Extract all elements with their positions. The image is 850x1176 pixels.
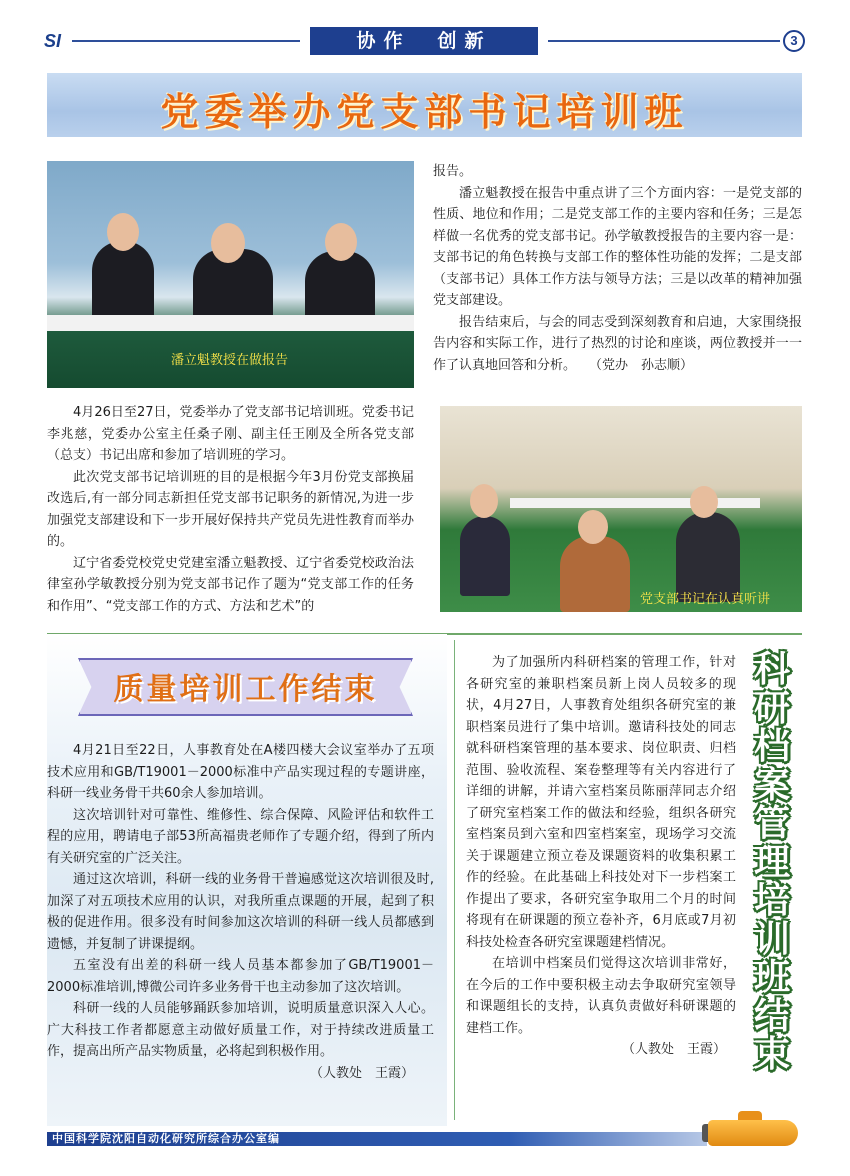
paragraph: 通过这次培训，科研一线的业务骨干普遍感觉这次培训很及时,加深了对五项技术应用的认识，对我所重点课题的开展，起到了积极的促进作用。很多没有时间参加这次培训的科研一线人员都感到遗憾，并复制了讲课提纲。 (47, 872, 434, 952)
person-figure (460, 516, 510, 596)
archive-article-title: 科研档案管理培训班结束 (753, 648, 790, 1075)
logo-icon: SI (44, 31, 62, 51)
person-head (578, 510, 608, 544)
paragraph: 潘立魁教授在报告中重点讲了三个方面内容：一是党支部的性质、地位和作用；二是党支部工作的主要内容和任务；三是怎样做一名优秀的党支部书记。孙学敏教授报告的主要内容一是：支部书记的角色转换与支部工作的整体性功能的发挥；二是支部（支部书记）具体工作方法与领导方法；三是以改革的精神加强党支部建设。 (433, 185, 802, 308)
quality-article-body (47, 740, 434, 1084)
paragraph: 此次党支部书记培训班的目的是根据今年3月份党支部换届改选后,有一部分同志新担任党支部书记职务的新情况,为进一步加强党支部建设和下一步开展好保持共产党员先进性教育而举办的。 (47, 469, 414, 549)
table-top (510, 498, 760, 508)
quality-article-title: 质量培训工作结束 (113, 672, 378, 707)
paragraph: 4月26日至27日，党委举办了党支部书记培训班。党委书记李兆慈，党委办公室主任桑子刚、副主任王刚及全所各党支部（总支）书记出席和参加了培训班的学习。 (47, 405, 414, 463)
signature: （人教处 王霞） (309, 1065, 414, 1081)
person-head (107, 213, 139, 251)
header-rule-right (548, 40, 780, 42)
title-banner (47, 73, 802, 137)
person-figure (305, 251, 375, 321)
section-title: 协作 创新 (310, 27, 538, 55)
archive-article-body (466, 652, 736, 1061)
paragraph: 辽宁省委党校党史党建室潘立魁教授、辽宁省委党校政治法律室孙学敏教授分别为党支部书记作了题为“党支部工作的任务和作用”、“党支部工作的方式、方法和艺术”的 (47, 555, 414, 614)
article-body-left (47, 402, 414, 617)
footer-text: 中国科学院沈阳自动化研究所综合办公室编 (52, 1132, 280, 1145)
paragraph: 为了加强所内科研档案的管理工作，针对各研究室的兼职档案员新上岗人员较多的现状，4月27日，人事教育处组织各研究室的兼职档案员进行了集中培训。邀请科技处的同志就科研档案管理的基本要求、岗位职责、归档范围、验收流程、案卷整理等有关内容进行了详细的讲解，并请六室档案员陈丽萍同志介绍了研究室档案工作的做法和经验，组织各研究室档案员到六室和四室档案室，现场学习交流关于课题建立预立卷及课题资料的收集积累工作的经验。在此基础上科技处对下一步档案工作提出了要求，各研究室争取用二个月的时间将现有在研课题的预立卷补齐，6月底或7月初科技处检查各研究室课题建档情况。 (466, 655, 736, 950)
paragraph: 在培训中档案员们觉得这次培训非常好，在今后的工作中要积极主动去争取研究室领导和课题组长的支持，认真负责做好科研课题的建档工作。 (466, 956, 736, 1036)
paragraph: 五室没有出差的科研一线人员基本都参加了GB/T19001－2000标准培训,博微公司许多业务骨干也主动参加了这次培训。 (47, 958, 434, 995)
column-divider (454, 640, 455, 1120)
table-top (47, 315, 414, 331)
person-head (211, 223, 245, 263)
photo-caption: 党支部书记在认真听讲 (640, 592, 771, 607)
paragraph: 报告结束后，与会的同志受到深刻教育和启迪，大家围绕报告内容和实际工作，进行了热烈的讨论和座谈，两位教授并一一作了认真地回答和分析。 （党办 孙志顺） (433, 314, 802, 373)
signature: （人教处 王霞） (621, 1042, 726, 1057)
article-body-right (433, 161, 802, 376)
paragraph: 这次培训针对可靠性、维修性、综合保障、风险评估和软件工程的应用，聘请电子部53所高福贵老师作了专题介绍，得到了所内有关研究室的广泛关注。 (47, 807, 434, 866)
person-head (470, 484, 498, 518)
paragraph: 科研一线的人员能够踊跃参加培训，说明质量意识深入人心。广大科技工作者都愿意主动做好质量工作，对于持续改进质量工作，提高出所产品实物质量，必将起到积极作用。 (47, 1001, 434, 1059)
paragraph: 报告。 (433, 164, 473, 179)
person-figure (92, 241, 154, 321)
page-number: 3 (783, 30, 805, 52)
person-head (690, 486, 718, 518)
paragraph: 4月21日至22日，人事教育处在A楼四楼大会议室举办了五项技术应用和GB/T19001－2000标准中产品实现过程的专题讲座，科研一线业务骨干共60余人参加培训。 (47, 743, 434, 801)
photo-audience (440, 406, 802, 612)
person-figure (560, 536, 630, 612)
article-title: 党委举办党支部书记培训班 (160, 89, 689, 134)
photo-lecture (47, 161, 414, 388)
person-head (325, 223, 357, 261)
submarine-icon (708, 1120, 798, 1146)
header-rule-left (72, 40, 300, 42)
photo-caption: 潘立魁教授在做报告 (171, 353, 289, 368)
